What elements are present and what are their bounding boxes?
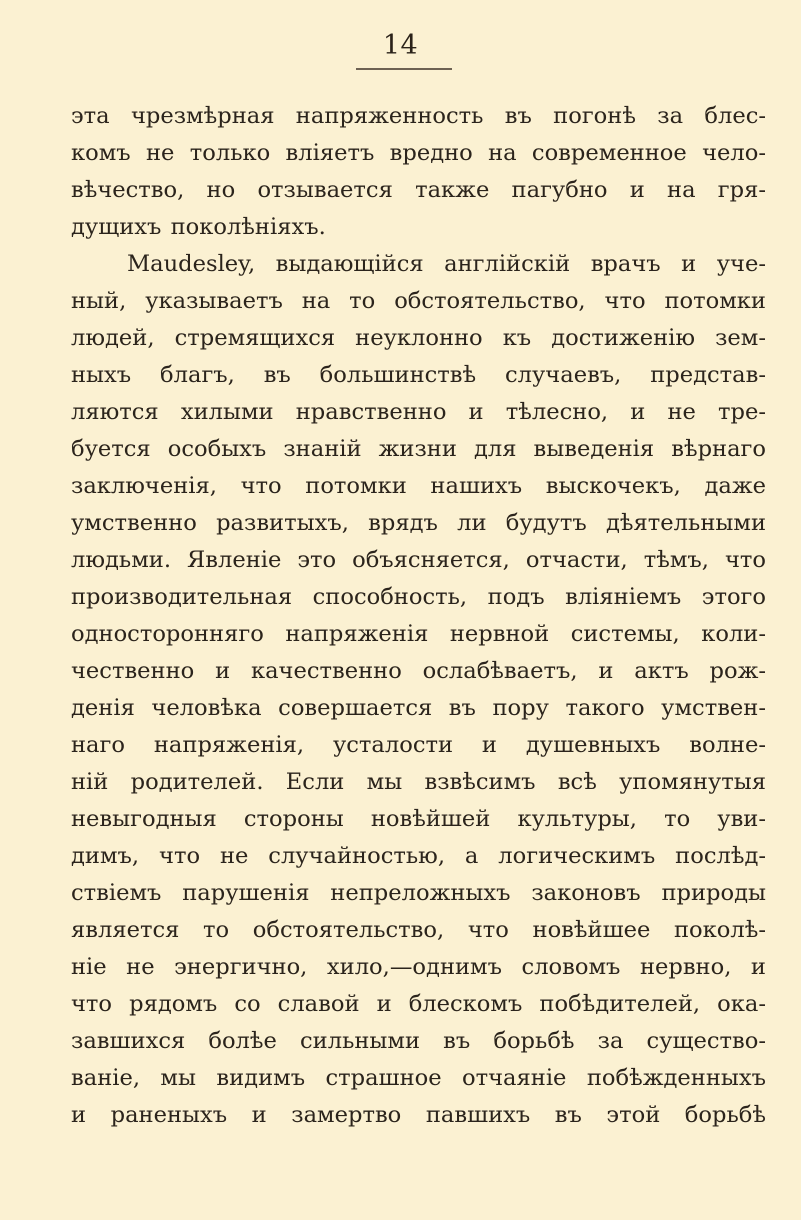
text-line: людей, стремящихся неуклонно къ достиженію зем- <box>71 325 766 351</box>
text-line: комъ не только вліяетъ вредно на современное чело- <box>71 140 766 166</box>
text-line: производительная способность, подъ вліяніемъ этого <box>71 584 766 610</box>
text-line: ніе не энергично, хило,—однимъ словомъ нервно, и <box>71 954 766 980</box>
text-line: денія человѣка совершается въ пору такого умствен- <box>71 695 766 721</box>
text-line: вѣчество, но отзывается также пагубно и на гря- <box>71 177 766 203</box>
text-line: ныхъ благъ, въ большинствѣ случаевъ, представ- <box>71 362 766 388</box>
text-line: завшихся болѣе сильными въ борьбѣ за существо- <box>71 1028 766 1054</box>
header-rule <box>356 68 452 70</box>
text-line: димъ, что не случайностью, а логическимъ послѣд- <box>71 843 766 869</box>
text-line: эта чрезмѣрная напряженность въ погонѣ за блес- <box>71 103 766 129</box>
text-line: и раненыхъ и замертво павшихъ въ этой борьбѣ <box>71 1102 766 1128</box>
text-line: буется особыхъ знаній жизни для выведенія вѣрнаго <box>71 436 766 462</box>
text-line: ній родителей. Если мы взвѣсимъ всѣ упомянутыя <box>71 769 766 795</box>
text-line: что рядомъ со славой и блескомъ побѣдителей, ока- <box>71 991 766 1017</box>
text-line: ствіемъ парушенія непреложныхъ законовъ природы <box>71 880 766 906</box>
text-line: людьми. Явленіе это объясняется, отчасти, тѣмъ, что <box>71 547 766 573</box>
paragraph-start-line: Maudesley, выдающійся англійскій врачъ и уче- <box>127 251 766 277</box>
page-number: 14 <box>382 30 419 61</box>
text-line: умственно развитыхъ, врядъ ли будутъ дѣятельными <box>71 510 766 536</box>
text-line: чественно и качественно ослабѣваетъ, и актъ рож- <box>71 658 766 684</box>
text-line: ляются хилыми нравственно и тѣлесно, и не тре- <box>71 399 766 425</box>
text-line: ный, указываетъ на то обстоятельство, что потомки <box>71 288 766 314</box>
text-line: заключенія, что потомки нашихъ выскочекъ, даже <box>71 473 766 499</box>
text-line: ваніе, мы видимъ страшное отчаяніе побѣжденныхъ <box>71 1065 766 1091</box>
paragraph-end-line: дущихъ поколѣніяхъ. <box>71 214 326 240</box>
text-line: наго напряженія, усталости и душевныхъ волне- <box>71 732 766 758</box>
text-line: односторонняго напряженія нервной системы, коли- <box>71 621 766 647</box>
text-line: является то обстоятельство, что новѣйшее поколѣ- <box>71 917 766 943</box>
text-line: невыгодныя стороны новѣйшей культуры, то уви- <box>71 806 766 832</box>
body-text <box>71 98 766 1134</box>
